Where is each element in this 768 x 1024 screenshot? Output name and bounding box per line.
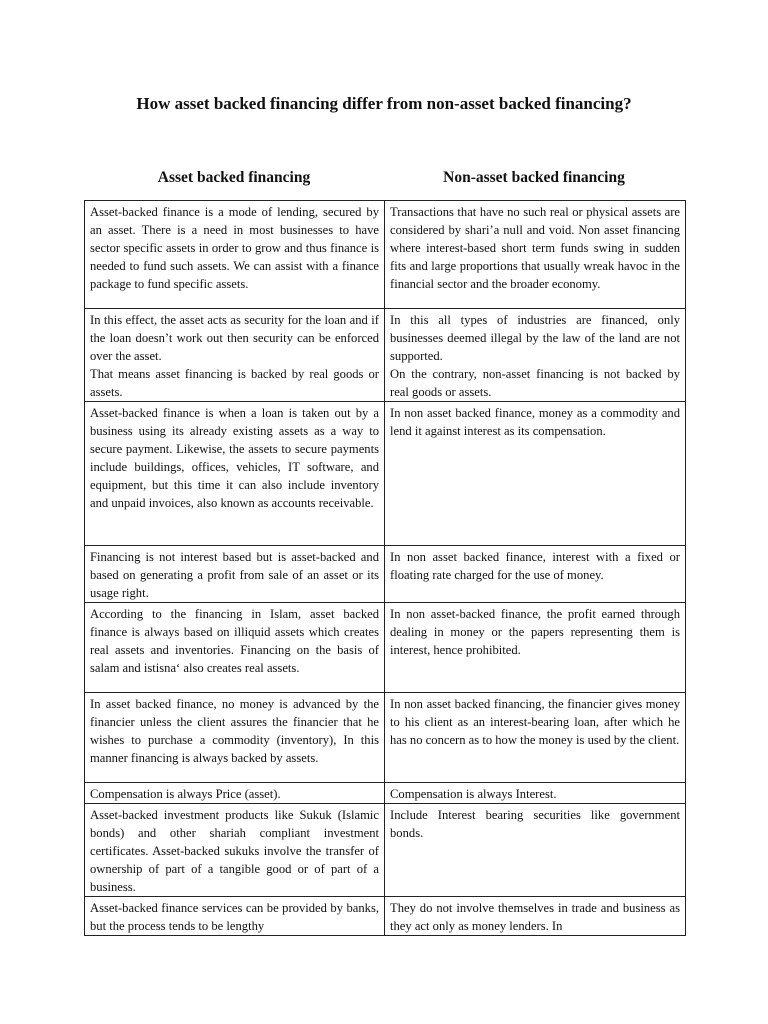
table-row — [85, 546, 686, 603]
cell-text: Compensation is always Price (asset). — [90, 787, 281, 801]
table-row — [85, 402, 686, 546]
non-asset-cell — [385, 603, 686, 693]
asset-cell — [85, 897, 385, 936]
non-asset-cell — [385, 897, 686, 936]
table-row — [85, 693, 686, 783]
column-heading-asset: Asset backed financing — [157, 169, 311, 186]
non-asset-cell — [385, 546, 686, 603]
table-row — [85, 309, 686, 402]
table-row — [85, 201, 686, 309]
non-asset-cell — [385, 309, 686, 402]
cell-text: Financing is not interest based but is asset-backed and based on generating a profit from sale of an asset or its usage right. — [90, 550, 379, 600]
asset-cell — [85, 804, 385, 897]
asset-cell — [85, 603, 385, 693]
cell-text: In non asset backed financing, the financier gives money to his client as an interest-bearing loan, after which he has no concern as to how the money is used by the client. — [390, 697, 680, 747]
asset-cell — [85, 402, 385, 546]
asset-cell — [85, 693, 385, 783]
cell-text: Asset-backed finance is a mode of lending, secured by an asset. There is a need in most businesses to have sector specific assets in order to grow and thus finance is needed to fund such assets. We can assist with a finance package to fund specific assets. — [90, 205, 379, 291]
cell-text: Transactions that have no such real or physical assets are considered by shari’a null and void. Non asset financing where interest-based short term funds swing in sudden fits and large proportions that usually wreak havoc in the financial sector and the broader economy. — [390, 205, 680, 291]
table-row — [85, 804, 686, 897]
table-row — [85, 897, 686, 936]
cell-text: They do not involve themselves in trade and business as they act only as money lenders. In — [390, 901, 680, 933]
non-asset-cell — [385, 693, 686, 783]
column-heading-non-asset: Non-asset backed financing — [443, 169, 625, 186]
cell-text: That means asset financing is backed by real goods or assets. — [90, 367, 379, 399]
cell-text: In asset backed finance, no money is advanced by the financier unless the client assures the financier that he wishes to purchase a commodity (inventory), In this manner financing is always backed by assets. — [90, 697, 379, 765]
cell-text: According to the financing in Islam, asset backed finance is always based on illiquid assets which creates real assets and inventories. Financing on the basis of salam and istisna‘ also creates real assets. — [90, 607, 379, 675]
table-row — [85, 783, 686, 804]
asset-cell — [85, 201, 385, 309]
cell-text: In non asset-backed finance, the profit earned through dealing in money or the papers representing them is interest, hence prohibited. — [390, 607, 680, 657]
cell-text: In non asset backed finance, interest with a fixed or floating rate charged for the use of money. — [390, 550, 680, 582]
comparison-table — [84, 200, 686, 936]
cell-text: Asset-backed investment products like Sukuk (Islamic bonds) and other shariah compliant investment certificates. Asset-backed sukuks involve the transfer of ownership of part of a tangible good or of part of a business. — [90, 808, 379, 894]
cell-text: In this all types of industries are financed, only businesses deemed illegal by the law of the land are not supported. — [390, 313, 680, 363]
non-asset-cell — [385, 783, 686, 804]
non-asset-cell — [385, 402, 686, 546]
asset-cell — [85, 309, 385, 402]
table-row — [85, 603, 686, 693]
non-asset-cell — [385, 201, 686, 309]
cell-text: In non asset backed finance, money as a commodity and lend it against interest as its compensation. — [390, 406, 680, 438]
cell-text: Include Interest bearing securities like government bonds. — [390, 808, 680, 840]
non-asset-cell — [385, 804, 686, 897]
page-title: How asset backed financing differ from non-asset backed financing? — [136, 94, 632, 113]
asset-cell — [85, 783, 385, 804]
cell-text: Compensation is always Interest. — [390, 787, 557, 801]
cell-text: On the contrary, non-asset financing is not backed by real goods or assets. — [390, 367, 680, 399]
asset-cell — [85, 546, 385, 603]
cell-text: Asset-backed finance services can be provided by banks, but the process tends to be lengthy — [90, 901, 379, 933]
cell-text: Asset-backed finance is when a loan is taken out by a business using its already existing assets as a way to secure payment. Likewise, the assets to secure payments include buildings, offices, vehicles, IT software, and equipment, but this time it can also include inventory and unpaid invoices, also known as accounts receivable. — [90, 406, 379, 510]
cell-text: In this effect, the asset acts as security for the loan and if the loan doesn’t work out then security can be enforced over the asset. — [90, 313, 379, 363]
